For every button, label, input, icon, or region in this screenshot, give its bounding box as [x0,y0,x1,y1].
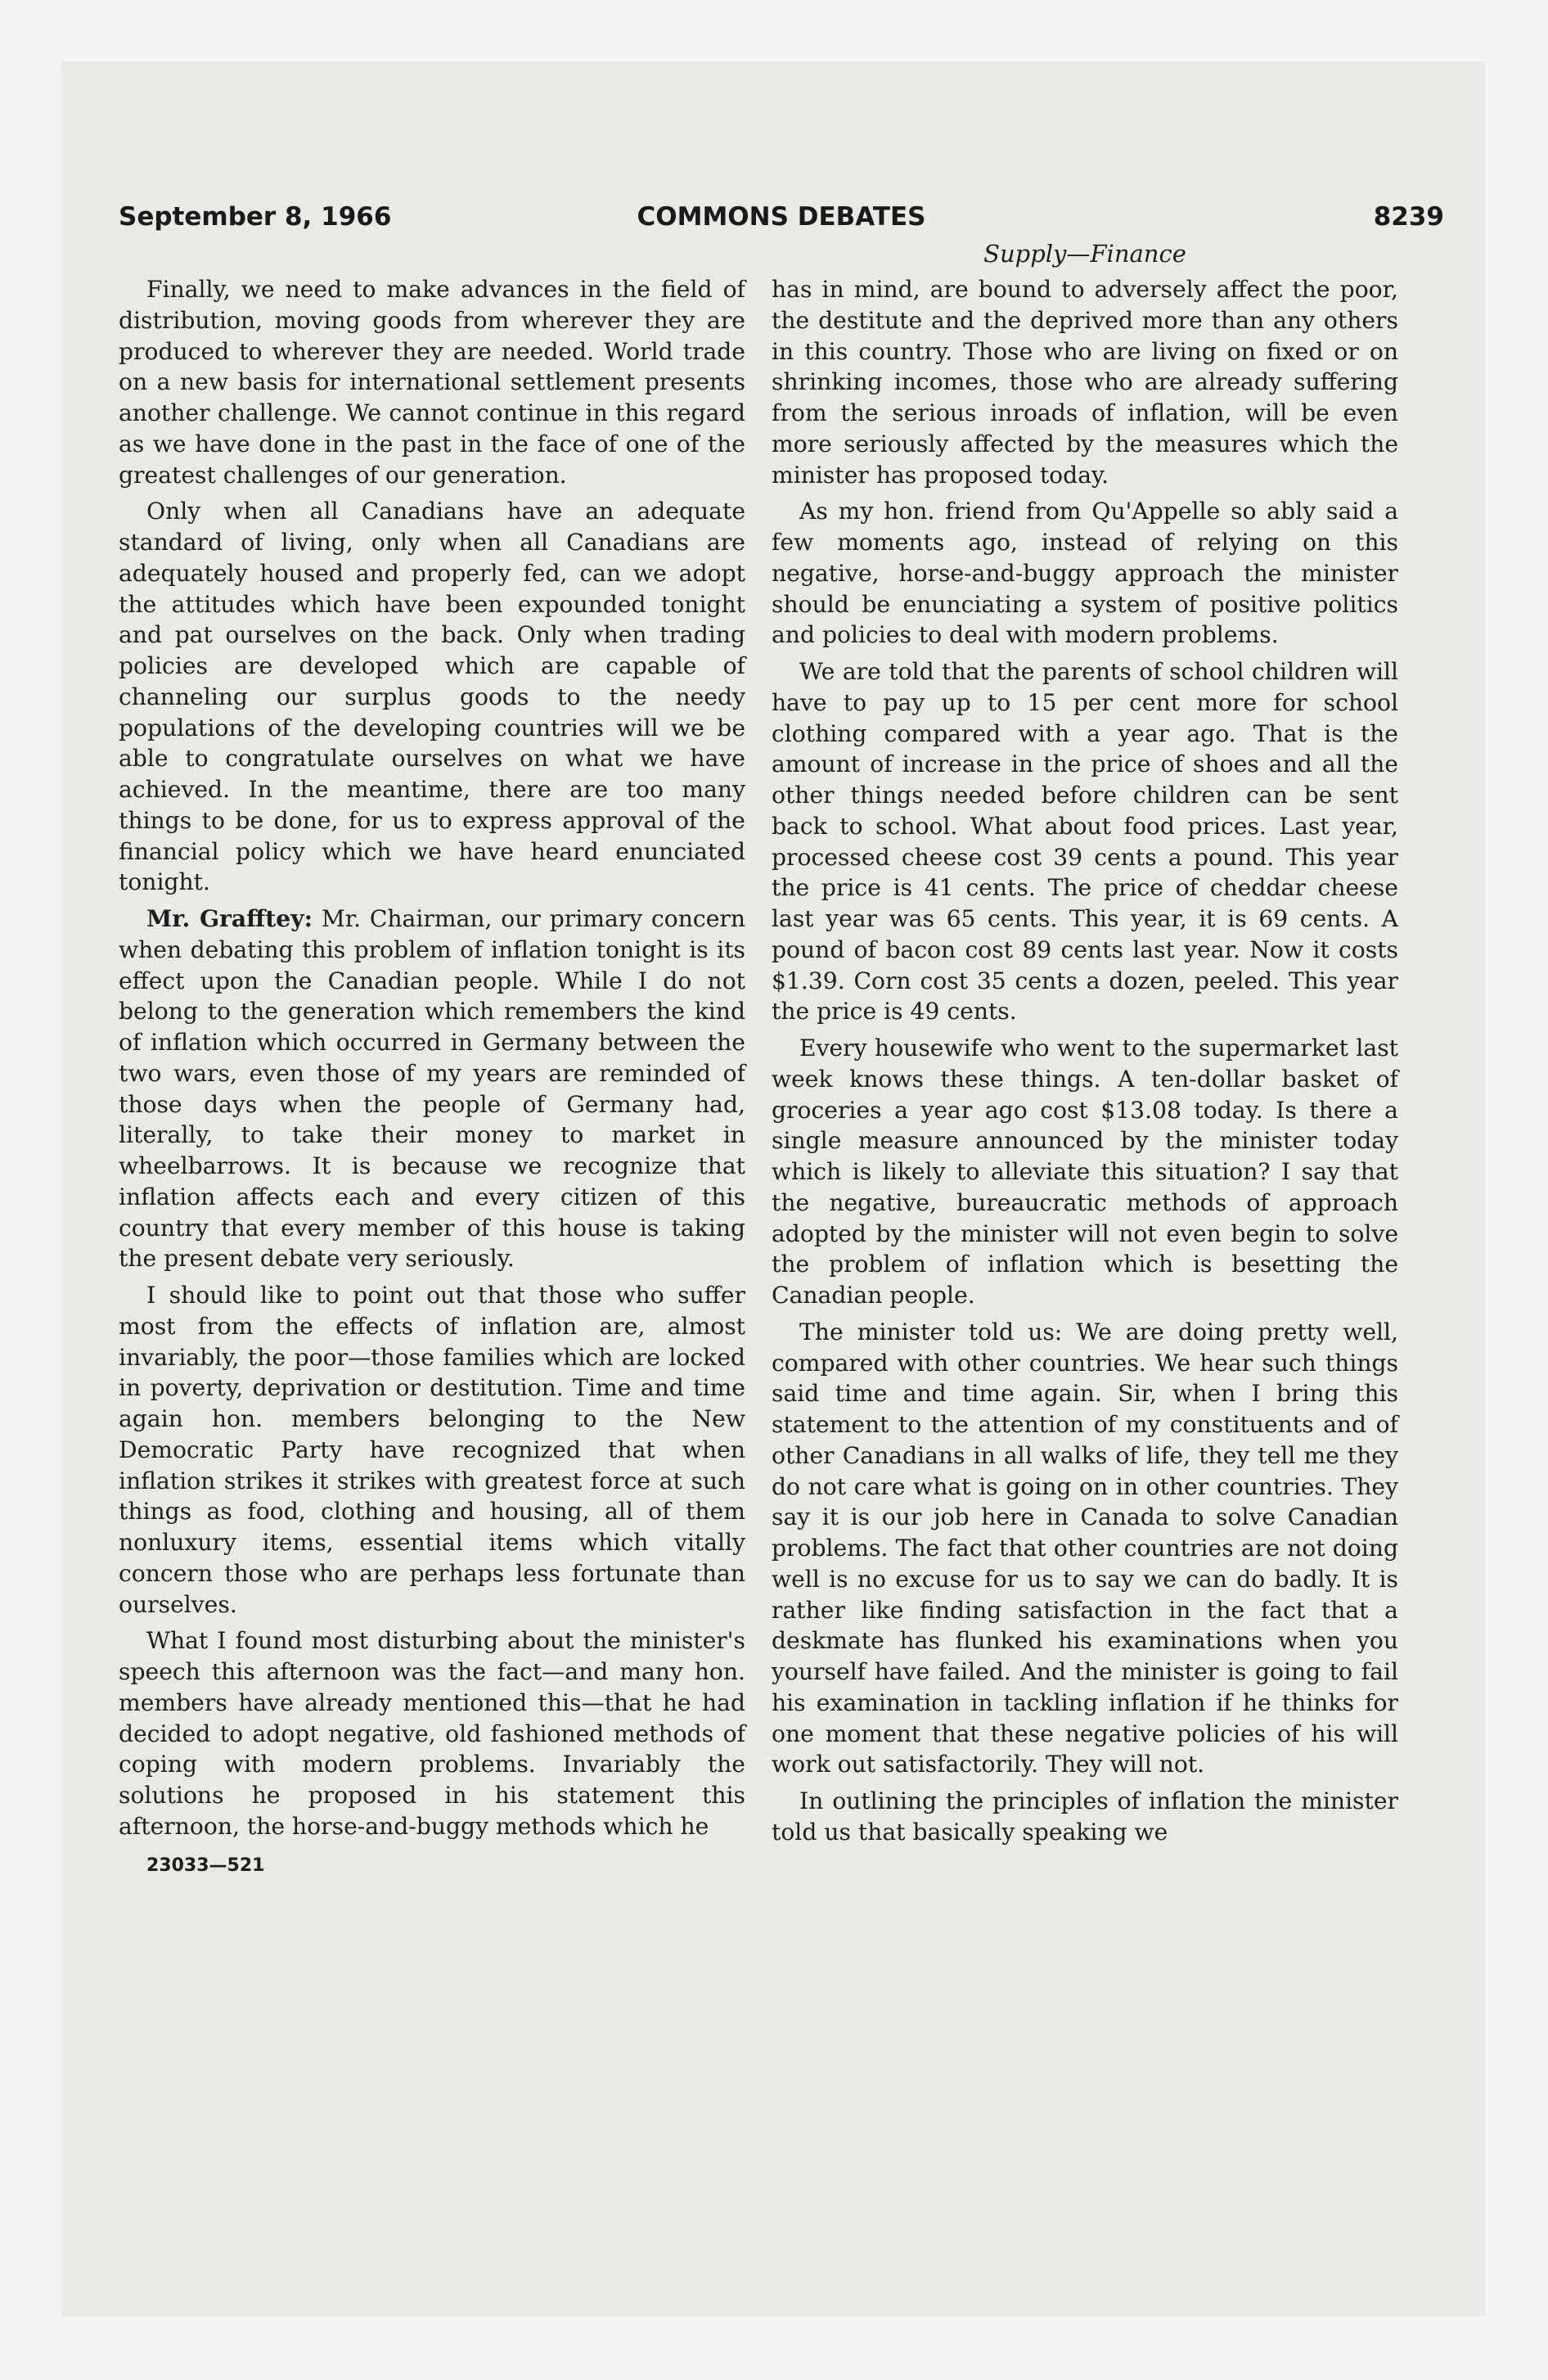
speaker-name: Mr. Grafftey: [146,905,313,932]
speech-text: Mr. Chairman, our primary concern when debating this problem of inflation tonight is its effect upon the Canadian people. While I do not belong to the generation which remembers the kind of inflation which occurred in Germany between the two wars, even those of my years are reminded of those days when the people of Germany had, literally, to take their money to market in wheelbarrows. It is because we recognize that inflation affects each and every citizen of this country that every member of this house is taking the present debate very seriously. [119,905,745,1273]
paragraph: In outlining the principles of inflation the minister told us that basically speaking we [772,1787,1398,1846]
running-head: Supply—Finance [983,240,1186,268]
paragraph: I should like to point out that those who suffer most from the effects of inflation are, almost invariably, the poor—those families which are locked in poverty, deprivation or destitution. Time and time again hon. members belonging to the New Democratic Party have recognized that when inflation strikes it strikes with greatest force at such things as food, clothing and housing, all of them nonluxury items, essential items which vitally concern those who are perhaps less fortunate than ourselves. [119,1282,745,1618]
paragraph: Finally, we need to make advances in the field of distribution, moving goods from wherever they are produced to wherever they are needed. World trade on a new basis for international settlement presents another challenge. We cannot continue in this regard as we have done in the past in the face of one of the greatest challenges of our generation. [119,276,745,489]
paragraph: What I found most disturbing about the minister's speech this afternoon was the fact—and many hon. members have already mentioned this—that he had decided to adopt negative, old fashioned methods of coping with modern problems. Invariably the solutions he proposed in his statement this afternoon, the horse-and-buggy methods which he [119,1627,745,1840]
header-date: September 8, 1966 [119,202,392,232]
header-page-number: 8239 [1373,202,1444,232]
paragraph: Every housewife who went to the supermarket last week knows these things. A ten-dollar basket of groceries a year ago cost $13.08 today. Is there a single measure announced by the minister today which is likely to alleviate this situation? I say that the negative, bureaucratic methods of approach adopted by the minister will not even begin to solve the problem of inflation which is besetting the Canadian people. [772,1034,1398,1309]
paragraph: As my hon. friend from Qu'Appelle so ably said a few moments ago, instead of relying on this negative, horse-and-buggy approach the minister should be enunciating a system of positive politics and policies to deal with modern problems. [772,498,1398,649]
page-header [119,196,1444,237]
speech-paragraph [119,904,745,1274]
right-column [772,233,1398,1854]
printer-code: 23033—521 [146,1855,265,1876]
paragraph: We are told that the parents of school children will have to pay up to 15 per cent more for school clothing compared with a year ago. That is the amount of increase in the price of shoes and all the other things needed before children can be sent back to school. What about food prices. Last year, processed cheese cost 39 cents a pound. This year the price is 41 cents. The price of cheddar cheese last year was 65 cents. This year, it is 69 cents. A pound of bacon cost 89 cents last year. Now it costs $1.39. Corn cost 35 cents a dozen, peeled. This year the price is 49 cents. [772,658,1398,1025]
hansard-page [119,196,1444,2275]
paragraph: Only when all Canadians have an adequate standard of living, only when all Canadians are adequately housed and properly fed, can we adopt the attitudes which have been expounded tonight and pat ourselves on the back. Only when trading policies are developed which are capable of channeling our surplus goods to the needy populations of the developing countries will we be able to congratulate ourselves on what we have achieved. In the meantime, there are too many things to be done, for us to express approval of the financial policy which we have heard enunciated tonight. [119,498,745,896]
header-title: COMMONS DEBATES [637,202,926,232]
paragraph: The minister told us: We are doing pretty well, compared with other countries. We hear such things said time and time again. Sir, when I bring this statement to the attention of my constituents and of other Canadians in all walks of life, they tell me they do not care what is going on in other countries. They say it is our job here in Canada to solve Canadian problems. The fact that other countries are not doing well is no excuse for us to say we can do badly. It is rather like finding satisfaction in the fact that a deskmate has flunked his examinations when you yourself have failed. And the minister is going to fail his examination in tackling inflation if he thinks for one moment that these negative policies of his will work out satisfactorily. They will not. [772,1318,1398,1778]
paragraph: has in mind, are bound to adversely affect the poor, the destitute and the deprived more than any others in this country. Those who are living on fixed or on shrinking incomes, those who are already suffering from the serious inroads of inflation, will be even more seriously affected by the measures which the minister has proposed today. [772,276,1398,489]
left-column [119,274,745,1881]
